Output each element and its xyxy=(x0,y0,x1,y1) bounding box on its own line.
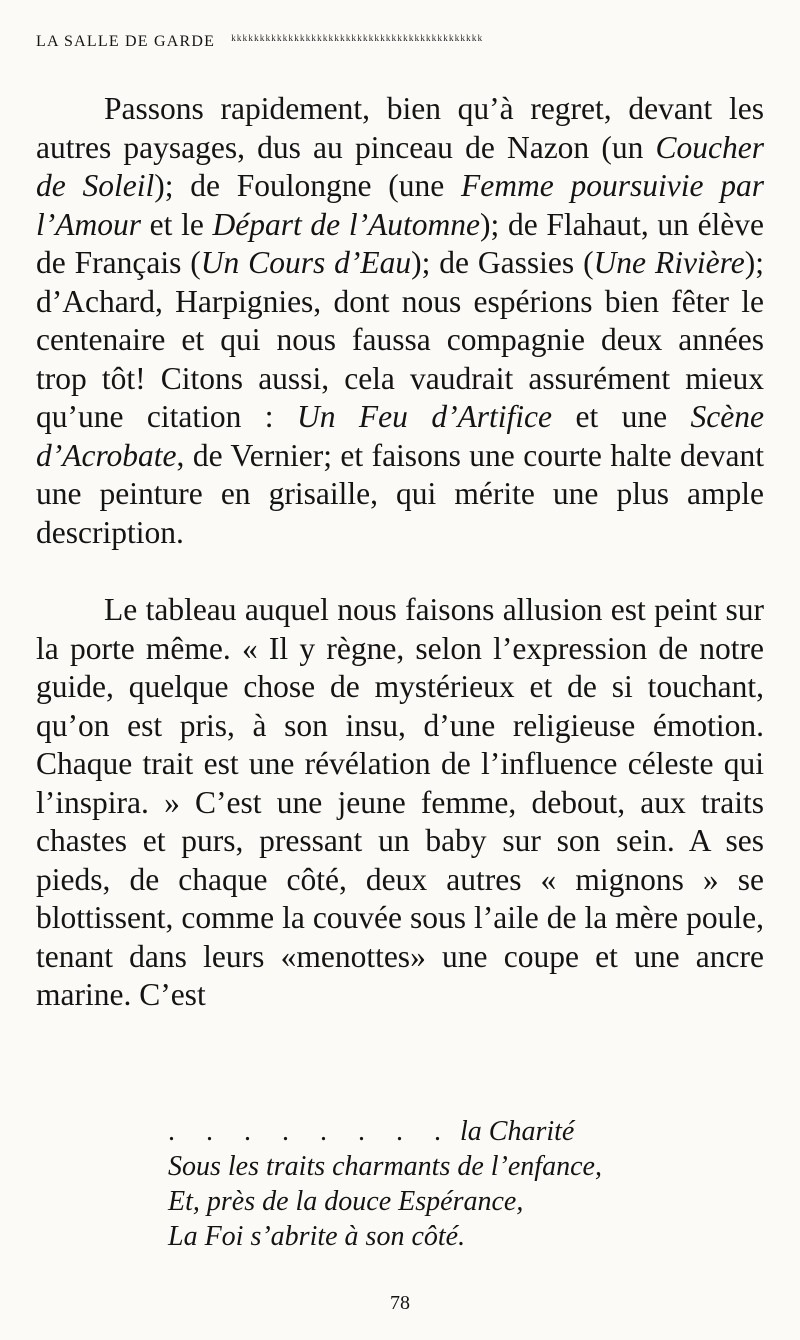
title-feu-dartifice: Un Feu d’Artifice xyxy=(296,399,553,434)
paragraph-tableau: Le tableau auquel nous faisons allusion est peint sur la porte même. « Il y règne, selon l’expression de notre guide, quelque chose de mystérieux et de si touchant, qu’on est pris, à son insu, d’une religieuse émotion. Chaque trait est une révélation de l’influence céleste qui l’inspira. » C’est une jeune femme, debout, aux traits chastes et purs, pressant un baby sur son sein. A ses pieds, de chaque côté, deux autres « mignons » se blottissent, comme la couvée sous l’aile de la mère poule, tenant dans leurs «menottes» une coupe et une ancre marine. C’est xyxy=(36,592,764,1012)
paragraph-1-text-5: ); de Gassies ( xyxy=(411,245,594,280)
verse-line-2: Sous les traits charmants de l’enfance, xyxy=(168,1151,602,1182)
title-coucher-de-soleil: Coucher de Soleil xyxy=(36,129,764,203)
title-un-cours-deau: Un Cours d’Eau xyxy=(200,245,412,280)
paragraph-1-text-3: et le xyxy=(141,206,213,242)
running-title: LA SALLE DE GARDE xyxy=(36,33,216,50)
paragraph-1-text-6: ); d’Achard, Harpignies, dont nous espérions bien fêter le centenaire et qui nous faussa compagnie deux années trop tôt! Citons aussi, cela vaudrait assurément mieux qu’une citation : xyxy=(36,245,764,434)
verse-line-3: Et, près de la douce Espérance, xyxy=(168,1186,524,1217)
verse-line-1 xyxy=(168,1114,728,1149)
paragraph-1-text-2: ); de Foulongne (une xyxy=(154,168,462,203)
paragraph-1-text-1: Passons rapidement, bien qu’à regret, devant les autres paysages, dus au pinceau de Nazon (un xyxy=(36,91,764,165)
running-head xyxy=(36,30,766,54)
paragraph-paysages xyxy=(36,90,764,552)
title-depart-automne: Départ de l’Automne xyxy=(212,206,481,242)
paragraph-1-text-4: ); de Flahaut, un élève de Français ( xyxy=(36,206,765,280)
title-femme-poursuivie: Femme poursuivie par l’Amour xyxy=(36,168,765,242)
verse-line-4: La Foi s’abrite à son côté. xyxy=(168,1221,466,1252)
title-une-riviere: Une Rivière xyxy=(593,245,745,280)
verse-quotation xyxy=(168,1114,728,1254)
page-number: 78 xyxy=(390,1292,410,1314)
paragraph-1-text-8: , de Vernier; et faisons une courte halte devant une peinture en grisaille, qui mérite une plus ample description. xyxy=(36,437,764,550)
verse-line-1-text: la Charité xyxy=(460,1116,575,1147)
paragraph-1-text-7: et une xyxy=(552,399,691,434)
title-scene-dacrobate: Scène d’Acrobate xyxy=(36,399,764,473)
ellipsis-dots: . . . . . . . . xyxy=(168,1116,453,1147)
decorative-ornament-band: ᵏᵏᵏᵏᵏᵏᵏᵏᵏᵏᵏᵏᵏᵏᵏᵏᵏᵏᵏᵏᵏᵏᵏᵏᵏᵏᵏᵏᵏᵏᵏᵏᵏᵏᵏᵏᵏᵏᵏᵏᵏᵏᵏᵏ xyxy=(231,33,484,49)
body-text xyxy=(36,90,764,1015)
